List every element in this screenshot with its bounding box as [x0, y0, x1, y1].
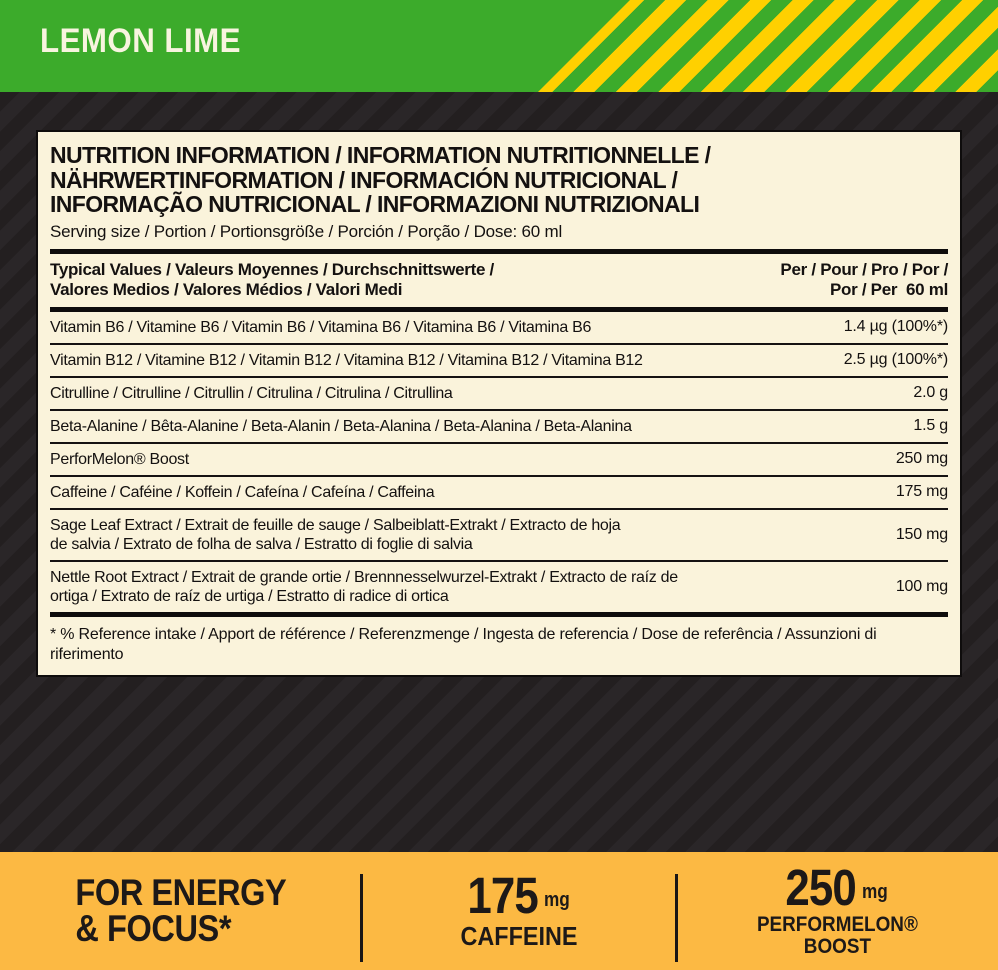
row-name: PerforMelon® Boost [50, 450, 189, 468]
stat-caffeine [362, 852, 676, 970]
claim-text: FOR ENERGY & FOCUS* [75, 872, 287, 949]
stat-value: 250 [785, 858, 857, 916]
header-typical-values: Typical Values / Valeurs Moyennes / Durchschnittswerte / Valores Medios / Valores Médios / Valori Medi [50, 259, 494, 299]
vertical-divider [675, 874, 678, 962]
row-name: Nettle Root Extract / Extrait de grande ortie / Brennnesselwurzel-Extrakt / Extracto de raíz de ortiga / Extrato de raíz de urtiga / Estratto di radice di ortica [50, 568, 678, 605]
stat-value: 175 [467, 866, 539, 924]
row-value: 1.4 µg (100%*) [843, 318, 948, 335]
stat-value-row [785, 858, 889, 916]
row-name: Vitamin B6 / Vitamine B6 / Vitamin B6 / Vitamina B6 / Vitamina B6 / Vitamina B6 [50, 318, 592, 336]
panel-title-line: NUTRITION INFORMATION / INFORMATION NUTRITIONNELLE / [50, 142, 711, 168]
stat-value-row [467, 866, 571, 924]
row-value: 2.0 g [913, 384, 948, 401]
flavor-title: LEMON LIME [40, 22, 241, 60]
row-name: Vitamin B12 / Vitamine B12 / Vitamin B12 / Vitamina B12 / Vitamina B12 / Vitamina B12 [50, 351, 643, 369]
bottom-banner [0, 852, 998, 970]
row-value: 100 mg [895, 577, 948, 595]
stat-unit: mg [544, 889, 571, 911]
panel-title-line: NÄHRWERTINFORMATION / INFORMACIÓN NUTRICIONAL / [50, 166, 678, 193]
serving-size-line: Serving size / Portion / Portionsgröße / Porción / Porção / Dose: 60 ml [50, 221, 563, 241]
nutrition-panel [36, 130, 962, 677]
table-row-sage-leaf-extract [50, 510, 948, 562]
row-name: Citrulline / Citrulline / Citrullin / Citrulina / Citrulina / Citrullina [50, 384, 453, 402]
stat-performelon-boost [676, 852, 998, 970]
header-per-serving: Per / Pour / Pro / Por / Por / Per 60 ml [780, 259, 948, 299]
nutrition-table [50, 312, 948, 612]
table-row-vitamin-b6 [50, 312, 948, 345]
table-row-citrulline [50, 378, 948, 411]
panel-title-line: INFORMAÇÃO NUTRICIONAL / INFORMAZIONI NUTRIZIONALI [50, 191, 700, 217]
row-name: Sage Leaf Extract / Extrait de feuille de sauge / Salbeiblatt-Extrakt / Extracto de hoja de salvia / Extrato de folha de salva / Estratto di foglie di salvia [50, 516, 621, 553]
claim-energy-focus [0, 852, 362, 970]
row-name: Caffeine / Caféine / Koffein / Cafeína / Cafeína / Caffeina [50, 483, 435, 501]
vertical-divider [360, 874, 363, 962]
row-value: 150 mg [895, 525, 948, 543]
row-name: Beta-Alanine / Bêta-Alanine / Beta-Alanin / Beta-Alanina / Beta-Alanina / Beta-Alanina [50, 417, 632, 435]
diagonal-stripes-decoration [538, 0, 998, 92]
table-row-performelon-boost [50, 444, 948, 477]
striped-background [0, 92, 998, 852]
table-header [50, 254, 948, 307]
row-value: 250 mg [895, 450, 948, 467]
row-value: 1.5 g [913, 417, 948, 434]
table-row-beta-alanine [50, 411, 948, 444]
stat-label: CAFFEINE [460, 920, 578, 951]
row-value: 175 mg [895, 483, 948, 500]
stat-unit: mg [862, 881, 889, 903]
table-row-nettle-root-extract [50, 562, 948, 612]
reference-intake-footnote: * % Reference intake / Apport de référence / Referenzmenge / Ingesta de referencia / Dose de referência / Assunzioni di riferimento [50, 625, 877, 663]
table-row-vitamin-b12 [50, 345, 948, 378]
flavor-banner [0, 0, 998, 92]
table-row-caffeine [50, 477, 948, 510]
panel-title [50, 143, 948, 217]
stat-label: PERFORMELON® BOOST [756, 912, 918, 958]
row-value: 2.5 µg (100%*) [843, 351, 948, 368]
